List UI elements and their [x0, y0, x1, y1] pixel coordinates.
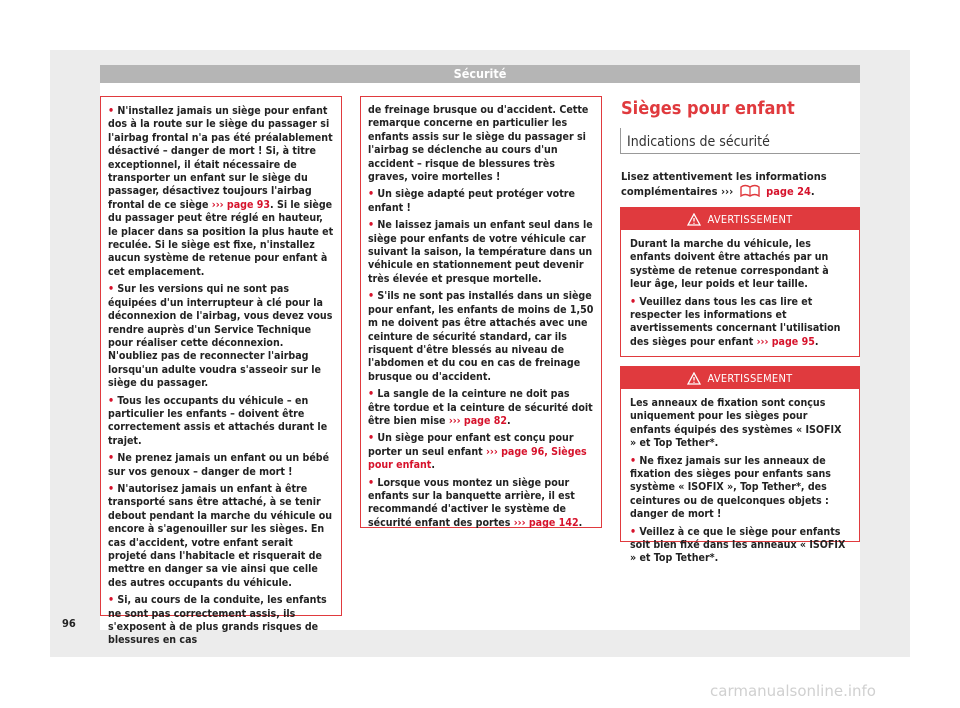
warning-text: N'autorisez jamais un enfant à être transporté sans être attaché, à se tenir debout pendant la marche du véhicule ou encore à s'agenouiller sur les sièges. En cas d'accident, votre enfant serait projeté dans l'habitacle et risquerait de mettre en danger sa vie ainsi que celle des autres occupants du véhicule.	[108, 482, 333, 589]
bullet-dot: •	[108, 482, 115, 495]
warning-triangle-icon	[687, 213, 701, 226]
intro-text: Lisez attentivement les informations complémentaires	[621, 170, 827, 198]
warning-text: Ne fixez jamais sur les anneaux de fixation des sièges pour enfants sans système « ISOFIX », Top Tether*, des ceintures ou de quelconques objets : danger de mort !	[630, 454, 831, 521]
warning-header-1	[621, 208, 859, 230]
subtitle-rule-horizontal	[620, 153, 860, 154]
warning-header-2	[621, 367, 859, 389]
warning-item	[368, 477, 594, 531]
warning-text: .	[814, 335, 819, 348]
warning-item	[368, 188, 594, 215]
warning-text: N'installez jamais un siège pour enfant dos à la route sur le siège du passager si l'airbag frontal n'a pas été préalablement désactivé – danger de mort ! Si, à titre exceptionnel, il était nécessaire de transporter un enfant sur le siège du passager, désactivez toujours l'airbag frontal de ce siège	[108, 105, 333, 211]
section-title: Sièges pour enfant	[621, 98, 795, 119]
page-reference-link[interactable]: ››› page 95	[756, 335, 815, 348]
bullet-dot: •	[108, 452, 115, 465]
warning-text: S'ils ne sont pas installés dans un siège pour enfant, les enfants de moins de 1,50 m ne doivent pas être attachés avec une ceinture de sécurité standard, car ils risquent d'être blessés au niveau de l'abdomen et du cou en cas de freinage brusque ou d'accident.	[368, 290, 594, 383]
bullet-dot: •	[368, 388, 375, 401]
warning-box-2	[620, 366, 860, 565]
warning-text: .	[431, 459, 435, 472]
warning-text: Un siège pour enfant est conçu pour porter un seul enfant	[368, 432, 574, 458]
warning-item	[108, 395, 334, 449]
warning-text: Lorsque vous montez un siège pour enfants sur la banquette arrière, il est recommandé d'activer le système de sécurité enfant des portes	[368, 476, 575, 529]
warning-item	[368, 104, 594, 184]
warning-text: Les anneaux de fixation sont conçus uniquement pour les sièges pour enfants équipés des systèmes « ISOFIX » et Top Tether*.	[630, 397, 842, 450]
warning-item	[368, 219, 594, 286]
bullet-dot: •	[368, 476, 375, 489]
bullet-dot: •	[108, 105, 115, 117]
warning-triangle-icon	[687, 372, 701, 385]
warning-text: Sur les versions qui ne sont pas équipées d'un interrupteur à clé pour la déconnexion de l'airbag, vous devez vous rendre auprès d'un Service Technique pour réaliser cette déconnexion. N'oubliez pas de reconnecter l'airbag lorsqu'un adulte voudra s'asseoir sur le siège du passager.	[108, 283, 333, 390]
bullet-dot: •	[108, 594, 115, 607]
intro-arrows: ›››	[720, 185, 734, 198]
warning-item	[108, 594, 334, 648]
warning-text: de freinage brusque ou d'accident. Cette remarque concerne en particulier les enfants assis sur le siège du passager si l'airbag se déclenche au cours d'un accident – risque de blessures très graves, voire mortelles !	[368, 104, 589, 184]
bullet-dot: •	[368, 290, 375, 303]
subtitle-rule-vertical	[620, 128, 621, 154]
warning-text-col1	[101, 97, 341, 648]
warning-text: La sangle de la ceinture ne doit pas être tordue et la ceinture de sécurité doit être bien mise	[368, 388, 593, 427]
page-number: 96	[62, 617, 76, 630]
warning-item	[630, 397, 850, 451]
bullet-dot: •	[630, 525, 637, 538]
intro-paragraph	[621, 170, 861, 199]
bullet-dot: •	[108, 394, 115, 407]
page-reference-link[interactable]: ››› page 82	[448, 414, 508, 427]
warning-text: Veillez à ce que le siège pour enfants soit bien fixé dans les anneaux « ISOFIX » et Top Tether*.	[630, 525, 846, 565]
page-reference-link[interactable]: ››› page 93	[211, 198, 271, 211]
warning-box-continued-2	[360, 96, 602, 528]
warning-text: Ne laissez jamais un enfant seul dans le siège pour enfants de votre véhicule car suivant la saison, la température dans un véhicule en stationnement peut devenir très élevée et presque mortelle.	[368, 219, 593, 285]
bullet-dot: •	[368, 188, 375, 201]
warning-text: Durant la marche du véhicule, les enfants doivent être attachés par un système de retenue correspondant à leur âge, leur poids et leur taille.	[630, 238, 829, 291]
warning-box-continued-1	[100, 96, 342, 647]
warning-item	[368, 388, 594, 428]
warning-text: .	[507, 414, 511, 427]
book-icon	[740, 184, 760, 197]
warning-item	[630, 526, 850, 566]
warning-text: Un siège adapté peut protéger votre enfant !	[368, 188, 575, 214]
page-reference-link[interactable]: ››› page 142	[513, 516, 579, 529]
warning-text-col2	[361, 97, 601, 530]
warning-item	[108, 483, 334, 590]
watermark: carmanualsonline.info	[710, 682, 876, 700]
warning-text: . Si le siège du passager peut être réglé en hauteur, le placer dans sa position la plus haute et reculée. Si le siège est fixe, n'installez aucun système de retenue pour enfant à cet emplacement.	[108, 198, 334, 278]
intro-end: .	[810, 185, 815, 198]
warning-box-1	[620, 207, 860, 357]
warning-text: Ne prenez jamais un enfant ou un bébé sur vos genoux – danger de mort !	[108, 452, 330, 478]
warning-item	[630, 296, 850, 350]
intro-page-link[interactable]: page 24	[766, 185, 811, 198]
subsection-title: Indications de sécurité	[627, 134, 770, 150]
warning-text: Si, au cours de la conduite, les enfants ne sont pas correctement assis, ils s'exposent à de plus grands risques de blessures en cas	[108, 594, 327, 647]
bullet-dot: •	[368, 219, 375, 232]
bullet-dot: •	[630, 295, 637, 308]
chapter-title: Sécurité	[453, 66, 507, 81]
page-reference-link[interactable]: ››› page 96, Sièges pour enfant	[368, 445, 587, 472]
chapter-header	[100, 65, 860, 83]
warning-item	[630, 455, 850, 522]
warning-item	[108, 452, 334, 479]
bullet-dot: •	[630, 454, 637, 467]
bullet-dot: •	[108, 283, 115, 296]
warning-label-1: AVERTISSEMENT	[707, 212, 793, 226]
warning-body-2	[621, 389, 859, 574]
warning-label-2: AVERTISSEMENT	[707, 371, 793, 385]
bullet-dot: •	[368, 432, 375, 445]
warning-item	[630, 238, 850, 292]
warning-item	[368, 290, 594, 384]
warning-text: .	[578, 516, 583, 529]
warning-text: Veuillez dans tous les cas lire et respecter les informations et avertissements concernant l'utilisation des sièges pour enfant	[630, 295, 841, 348]
warning-body-1	[621, 230, 859, 357]
warning-text: Tous les occupants du véhicule – en particulier les enfants – doivent être correctement assis et attachés durant le trajet.	[108, 394, 328, 447]
warning-item	[108, 283, 334, 390]
warning-item	[368, 432, 594, 472]
warning-item	[108, 105, 334, 279]
